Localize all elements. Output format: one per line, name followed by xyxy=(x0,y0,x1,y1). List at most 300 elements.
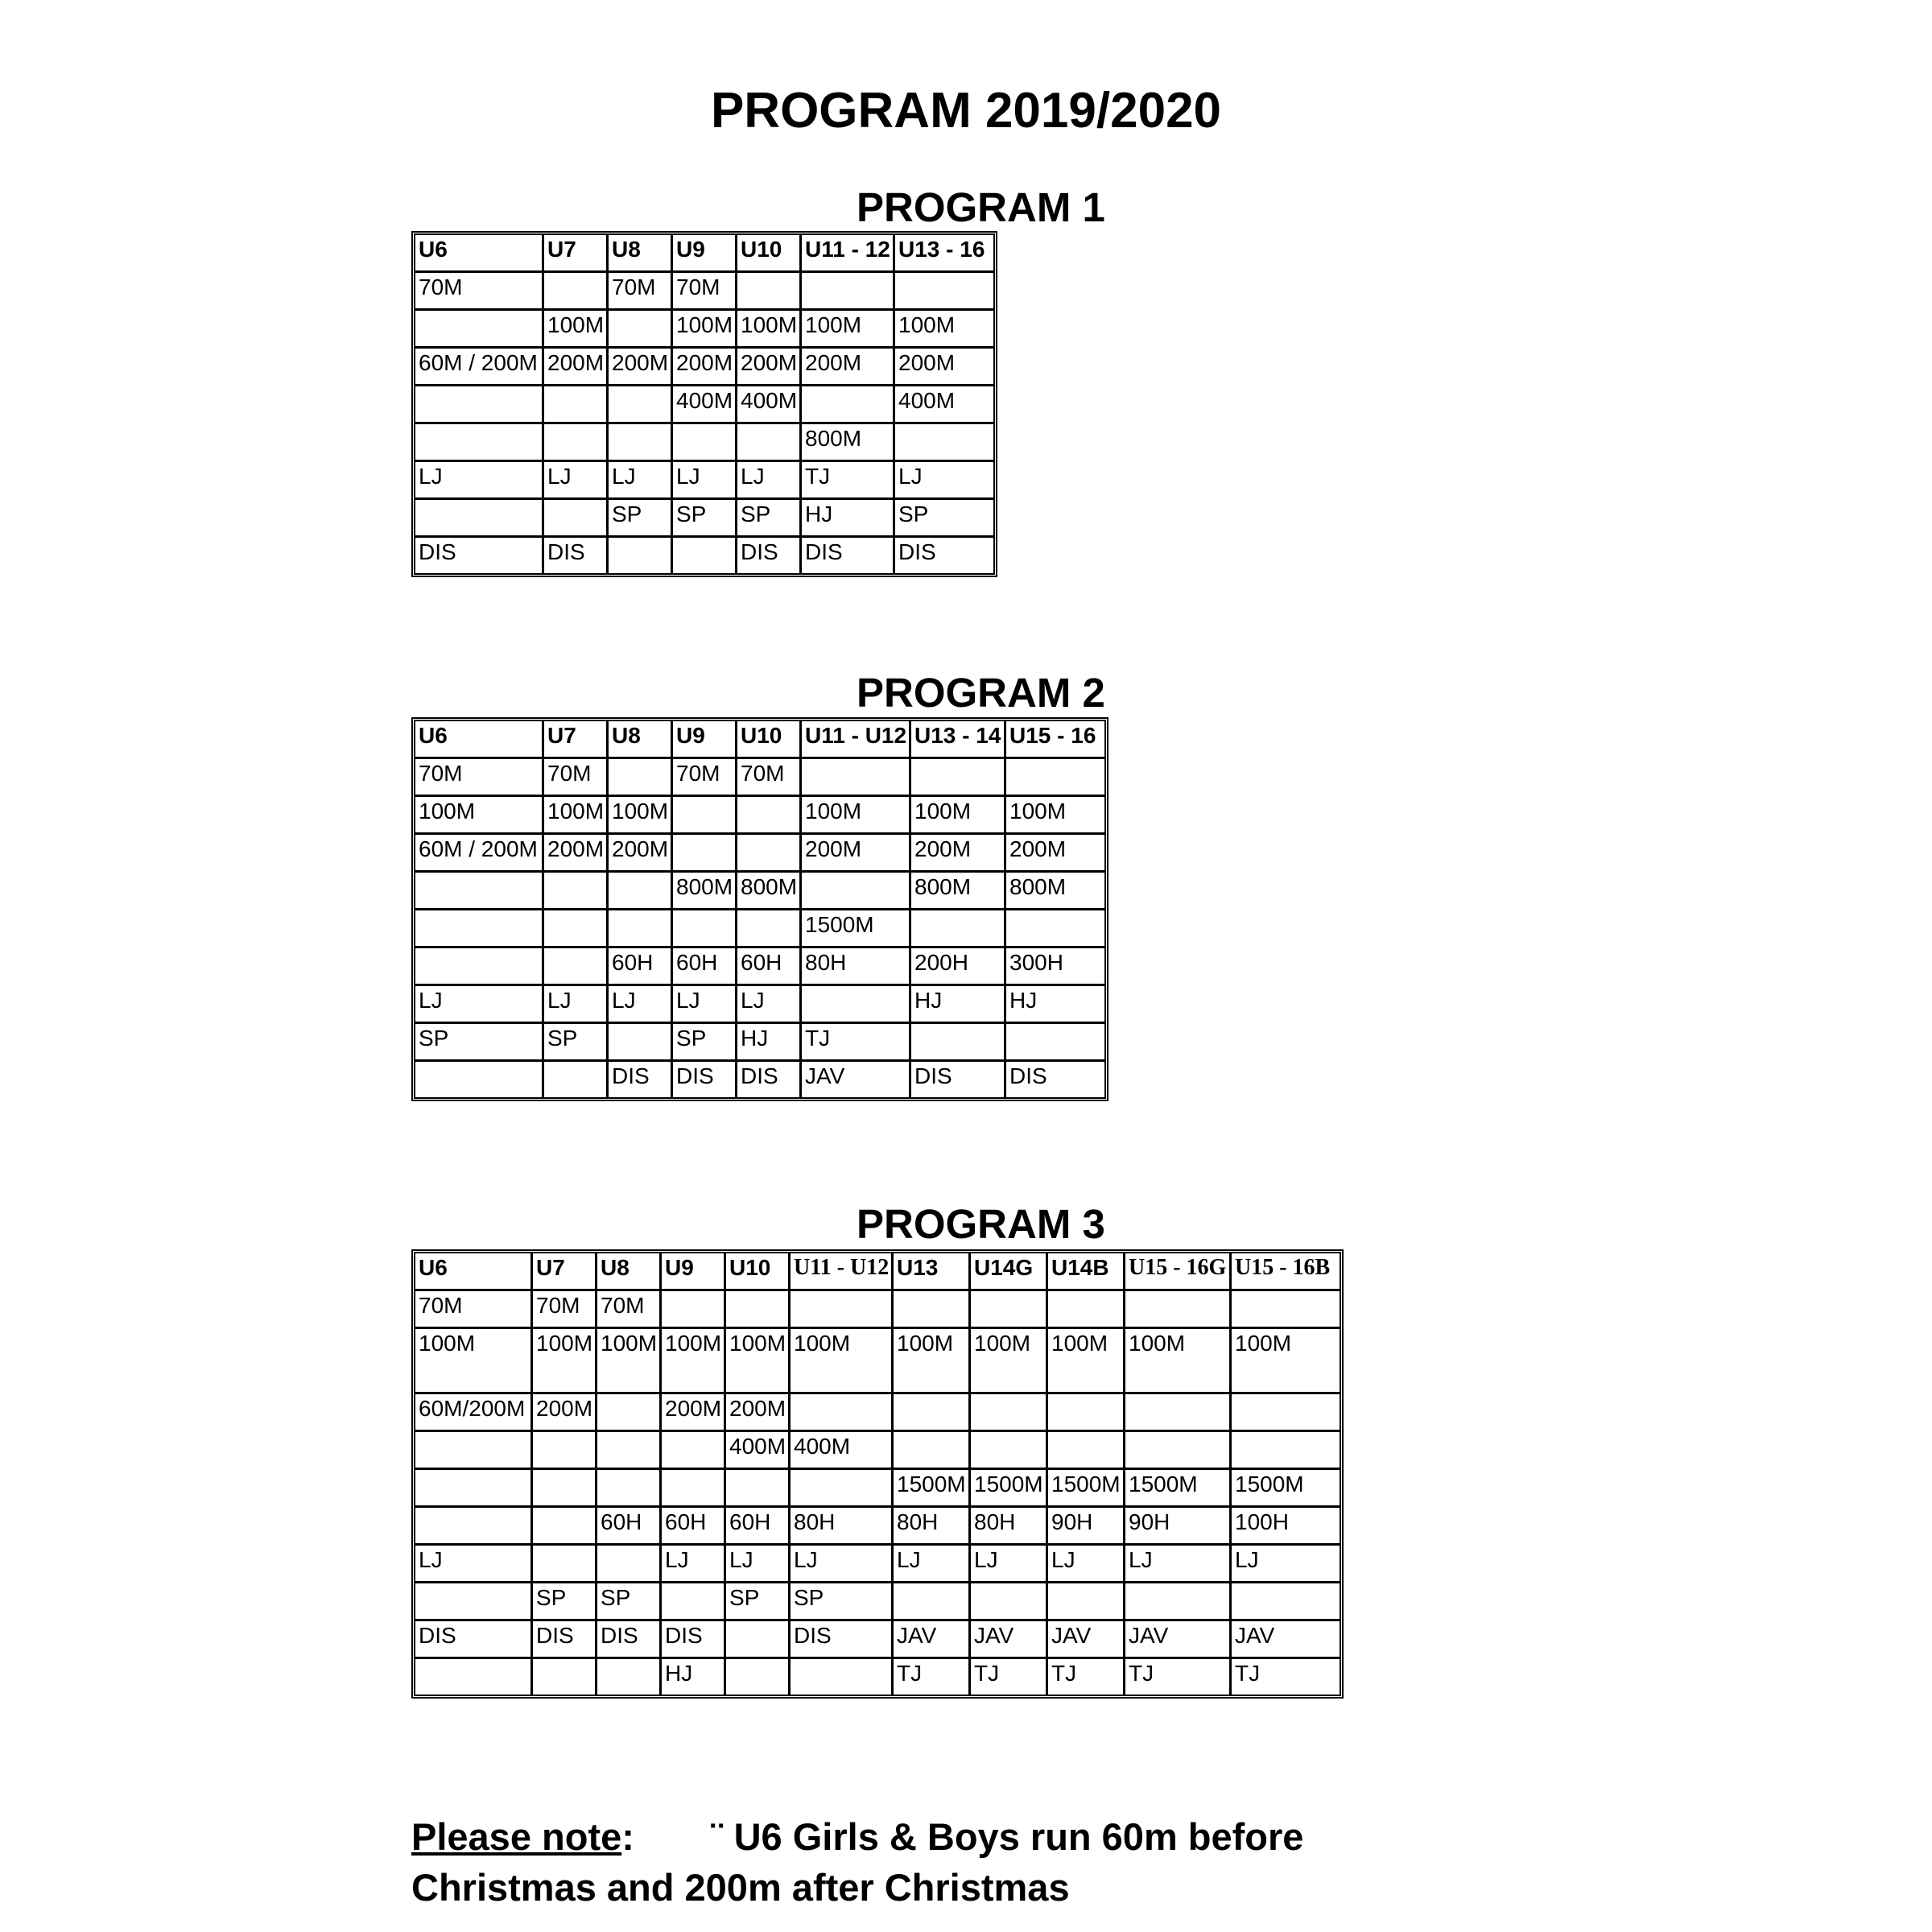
note-text: U6 Girls & Boys run 60m before Christmas and 200m after Christmas xyxy=(411,1815,1304,1909)
column-header: U13 - 16 xyxy=(895,235,993,273)
table-cell xyxy=(673,538,737,573)
table-cell: DIS xyxy=(533,1621,597,1659)
table-cell xyxy=(1232,1394,1340,1432)
table-cell xyxy=(894,1432,971,1470)
table-cell: 60H xyxy=(597,1508,662,1546)
table-cell: SP xyxy=(673,1024,737,1062)
program-3-title: PROGRAM 3 xyxy=(857,1201,1105,1247)
table-cell xyxy=(609,910,673,948)
table-cell xyxy=(544,386,609,424)
table-cell xyxy=(415,873,544,910)
table-cell: 60H xyxy=(609,948,673,986)
table-cell: SP xyxy=(597,1583,662,1621)
table-row xyxy=(415,873,1104,910)
table-cell: LJ xyxy=(544,462,609,500)
table-cell xyxy=(415,1583,533,1621)
table-cell xyxy=(673,797,737,835)
table-cell xyxy=(544,424,609,462)
table-cell: 100M xyxy=(802,311,895,349)
table-cell: SP xyxy=(415,1024,544,1062)
table-cell xyxy=(1232,1583,1340,1621)
table-cell: TJ xyxy=(1048,1659,1125,1695)
table-cell: 100H xyxy=(1232,1508,1340,1546)
table-cell xyxy=(726,1659,791,1695)
table-cell: 70M xyxy=(737,759,802,797)
table-cell: 200M xyxy=(802,835,911,873)
table-cell xyxy=(1125,1583,1232,1621)
program-3-table xyxy=(411,1249,1344,1699)
table-cell: LJ xyxy=(415,462,544,500)
table-cell: LJ xyxy=(1232,1546,1340,1583)
table-cell xyxy=(1232,1432,1340,1470)
table-cell: HJ xyxy=(1006,986,1104,1024)
table-cell: SP xyxy=(673,500,737,538)
column-header: U11 - U12 xyxy=(802,721,911,759)
table-cell xyxy=(1006,1024,1104,1062)
column-header: U6 xyxy=(415,1253,533,1291)
table-cell: 800M xyxy=(911,873,1006,910)
table-cell: SP xyxy=(544,1024,609,1062)
table-cell: JAV xyxy=(1125,1621,1232,1659)
table-cell: TJ xyxy=(1235,1661,1261,1686)
table-cell: 800M xyxy=(1006,873,1104,910)
table-cell xyxy=(894,1394,971,1432)
table-row xyxy=(415,1621,1340,1659)
table-cell: 1500M xyxy=(971,1470,1048,1508)
table-cell: 60H xyxy=(673,948,737,986)
table-cell: DIS xyxy=(1009,1063,1047,1088)
table-cell: 1500M xyxy=(802,910,911,948)
column-header: U10 xyxy=(726,1253,791,1291)
table-cell: LJ xyxy=(726,1546,791,1583)
table-cell: HJ xyxy=(662,1659,726,1695)
table-cell xyxy=(544,500,609,538)
table-cell: 400M xyxy=(726,1432,791,1470)
table-cell xyxy=(1125,1291,1232,1329)
table-cell xyxy=(415,311,544,349)
table-cell: DIS xyxy=(544,538,609,573)
table-cell xyxy=(802,273,895,311)
table-cell xyxy=(415,1062,544,1097)
table-cell: 60H xyxy=(726,1508,791,1546)
table-cell xyxy=(415,500,544,538)
table-cell: LJ xyxy=(971,1546,1048,1583)
table-cell xyxy=(662,1470,726,1508)
table-cell: 70M xyxy=(415,759,544,797)
table-cell: HJ xyxy=(911,986,1006,1024)
table-cell: LJ xyxy=(791,1546,894,1583)
table-cell: LJ xyxy=(415,1546,533,1583)
table-cell: SP xyxy=(791,1583,894,1621)
footnote xyxy=(411,1811,1377,1913)
table-cell xyxy=(597,1659,662,1695)
table-cell: TJ xyxy=(802,462,895,500)
table-row xyxy=(415,424,993,462)
program-1-title: PROGRAM 1 xyxy=(857,184,1105,230)
table-cell: 200M xyxy=(911,835,1006,873)
table-cell: HJ xyxy=(737,1024,802,1062)
table-cell xyxy=(911,910,1006,948)
table-cell: 70M xyxy=(673,273,737,311)
table-cell: 100M xyxy=(662,1329,726,1394)
table-row xyxy=(415,1329,1340,1394)
column-header: U10 xyxy=(737,721,802,759)
table-cell xyxy=(895,424,993,462)
table-cell: 1500M xyxy=(1125,1470,1232,1508)
table-cell: 100M xyxy=(1232,1329,1340,1394)
table-row xyxy=(415,797,1104,835)
table-cell: 100M xyxy=(726,1329,791,1394)
table-cell xyxy=(894,1291,971,1329)
table-cell xyxy=(895,273,993,311)
table-cell xyxy=(533,1432,597,1470)
table-cell: 100M xyxy=(544,797,609,835)
table-cell xyxy=(415,1432,533,1470)
table-cell xyxy=(609,424,673,462)
table-cell: DIS xyxy=(802,538,895,573)
table-cell: 1500M xyxy=(1048,1470,1125,1508)
table-cell xyxy=(597,1394,662,1432)
table-cell: 800M xyxy=(737,873,802,910)
table-cell xyxy=(1048,1583,1125,1621)
table-cell: 200M xyxy=(544,349,609,386)
table-row xyxy=(415,759,1104,797)
header-row xyxy=(415,1253,1340,1291)
table-row xyxy=(415,538,993,573)
column-header: U11 - U12 xyxy=(791,1253,894,1291)
table-row xyxy=(415,1583,1340,1621)
table-cell xyxy=(544,273,609,311)
table-cell xyxy=(971,1291,1048,1329)
table-cell xyxy=(609,386,673,424)
program-2-title: PROGRAM 2 xyxy=(857,670,1105,716)
table-cell xyxy=(737,835,802,873)
table-cell xyxy=(791,1470,894,1508)
table-cell: JAV xyxy=(971,1621,1048,1659)
table-row xyxy=(415,273,993,311)
table-cell xyxy=(544,948,609,986)
table-cell xyxy=(802,873,911,910)
table-cell: DIS xyxy=(662,1621,726,1659)
column-header: U15 - 16G xyxy=(1125,1253,1232,1291)
table-cell xyxy=(673,910,737,948)
table-cell: LJ xyxy=(673,986,737,1024)
table-cell: SP xyxy=(533,1583,597,1621)
table-cell xyxy=(597,1546,662,1583)
table-cell: 100M xyxy=(1048,1329,1125,1394)
table-cell: 200M xyxy=(1006,835,1104,873)
table-row xyxy=(415,1470,1340,1508)
table-cell: 70M xyxy=(415,1291,533,1329)
table-cell: 60M / 200M xyxy=(415,835,544,873)
table-cell: LJ xyxy=(673,462,737,500)
table-cell xyxy=(971,1583,1048,1621)
table-cell xyxy=(1006,759,1104,797)
table-cell: 200M xyxy=(895,349,993,386)
table-cell: JAV xyxy=(802,1062,911,1097)
table-cell: 100M xyxy=(895,311,993,349)
column-header: U10 xyxy=(737,235,802,273)
table-cell xyxy=(1232,1291,1340,1329)
table-cell xyxy=(609,1024,673,1062)
table-cell xyxy=(609,873,673,910)
table-cell: 100M xyxy=(911,797,1006,835)
table-cell xyxy=(533,1508,597,1546)
table-cell xyxy=(609,759,673,797)
table-row xyxy=(415,500,993,538)
table-cell xyxy=(415,1659,533,1695)
table-cell: LJ xyxy=(895,462,993,500)
table-cell xyxy=(737,797,802,835)
table-cell: SP xyxy=(895,500,993,538)
table-cell xyxy=(597,1470,662,1508)
table-cell xyxy=(609,538,673,573)
column-header: U7 xyxy=(544,721,609,759)
table-cell: 100M xyxy=(1006,797,1104,835)
table-row xyxy=(415,1546,1340,1583)
table-row xyxy=(415,910,1104,948)
table-cell: 200M xyxy=(609,835,673,873)
table-row xyxy=(415,311,993,349)
column-header: U9 xyxy=(673,721,737,759)
table-cell xyxy=(971,1394,1048,1432)
table-cell: 80H xyxy=(894,1508,971,1546)
table-cell: 400M xyxy=(737,386,802,424)
column-header: U13 xyxy=(894,1253,971,1291)
table-row xyxy=(415,1659,1340,1695)
table-cell: LJ xyxy=(1125,1546,1232,1583)
column-header: U8 xyxy=(609,235,673,273)
note-bullet: ¨ xyxy=(710,1815,724,1858)
table-cell: TJ xyxy=(802,1024,911,1062)
table-cell: SP xyxy=(609,500,673,538)
column-header: U6 xyxy=(415,721,544,759)
table-cell: 70M xyxy=(673,759,737,797)
table-cell: LJ xyxy=(662,1546,726,1583)
table-cell: 800M xyxy=(802,424,895,462)
table-cell xyxy=(1048,1394,1125,1432)
table-cell xyxy=(791,1291,894,1329)
table-cell xyxy=(1048,1291,1125,1329)
page-title: PROGRAM 2019/2020 xyxy=(710,83,1222,138)
table-row xyxy=(415,986,1104,1024)
table-cell xyxy=(726,1621,791,1659)
table-cell: SP xyxy=(737,500,802,538)
table-cell: DIS xyxy=(415,538,544,573)
table-cell xyxy=(1125,1432,1232,1470)
table-cell: LJ xyxy=(544,986,609,1024)
column-header: U8 xyxy=(609,721,673,759)
header-row xyxy=(415,721,1104,759)
table-cell: 100M xyxy=(597,1329,662,1394)
table-cell: 70M xyxy=(533,1291,597,1329)
column-header: U7 xyxy=(533,1253,597,1291)
table-cell: 100M xyxy=(533,1329,597,1394)
table-cell xyxy=(609,311,673,349)
table-cell xyxy=(737,273,802,311)
table-cell xyxy=(673,835,737,873)
program-2-table xyxy=(411,717,1108,1101)
table-cell: LJ xyxy=(737,462,802,500)
table-cell: 200M xyxy=(673,349,737,386)
table-cell xyxy=(737,424,802,462)
table-cell xyxy=(544,873,609,910)
table-cell: SP xyxy=(726,1583,791,1621)
table-cell xyxy=(911,1024,1006,1062)
table-cell xyxy=(673,424,737,462)
table-cell xyxy=(726,1470,791,1508)
table-cell xyxy=(802,386,895,424)
table-cell: 90H xyxy=(1048,1508,1125,1546)
table-cell xyxy=(662,1291,726,1329)
table-cell: 80H xyxy=(971,1508,1048,1546)
table-cell: 60M/200M xyxy=(415,1394,533,1432)
table-cell xyxy=(415,1470,533,1508)
column-header: U6 xyxy=(415,235,544,273)
table-cell: 200M xyxy=(726,1394,791,1432)
table-cell: LJ xyxy=(894,1546,971,1583)
table-cell: HJ xyxy=(802,500,895,538)
table-cell: 200M xyxy=(533,1394,597,1432)
table-cell xyxy=(415,910,544,948)
table-cell xyxy=(737,910,802,948)
table-cell xyxy=(415,386,544,424)
table-cell: 400M xyxy=(791,1432,894,1470)
table-cell: 800M xyxy=(673,873,737,910)
table-row xyxy=(415,835,1104,873)
table-cell: LJ xyxy=(1048,1546,1125,1583)
column-header: U14B xyxy=(1048,1253,1125,1291)
table-cell xyxy=(544,910,609,948)
header-row xyxy=(415,235,993,273)
column-header: U9 xyxy=(662,1253,726,1291)
table-cell xyxy=(597,1432,662,1470)
table-cell: 80H xyxy=(791,1508,894,1546)
table-cell: 200M xyxy=(609,349,673,386)
table-cell xyxy=(791,1659,894,1695)
table-cell: 60H xyxy=(662,1508,726,1546)
column-header: U13 - 14 xyxy=(911,721,1006,759)
table-row xyxy=(415,1291,1340,1329)
table-row xyxy=(415,349,993,386)
table-cell xyxy=(894,1583,971,1621)
table-cell: DIS xyxy=(737,1062,802,1097)
table-cell xyxy=(726,1291,791,1329)
table-cell: 100M xyxy=(544,311,609,349)
table-cell: 100M xyxy=(791,1329,894,1394)
table-cell: DIS xyxy=(597,1621,662,1659)
table-cell: TJ xyxy=(894,1659,971,1695)
table-cell xyxy=(544,1062,609,1097)
table-cell xyxy=(533,1546,597,1583)
column-header: U7 xyxy=(544,235,609,273)
table-cell: DIS xyxy=(415,1621,533,1659)
table-cell: 70M xyxy=(609,273,673,311)
table-cell xyxy=(415,948,544,986)
program-1-table xyxy=(411,231,997,577)
table-cell: 100M xyxy=(971,1329,1048,1394)
table-cell: LJ xyxy=(609,462,673,500)
table-cell xyxy=(662,1583,726,1621)
table-cell: 100M xyxy=(673,311,737,349)
table-cell xyxy=(533,1470,597,1508)
table-cell xyxy=(662,1432,726,1470)
table-cell: LJ xyxy=(415,986,544,1024)
table-cell: LJ xyxy=(737,986,802,1024)
table-cell: DIS xyxy=(791,1621,894,1659)
table-cell: 200M xyxy=(544,835,609,873)
table-cell: JAV xyxy=(1048,1621,1125,1659)
table-cell: 1500M xyxy=(894,1470,971,1508)
table-cell: DIS xyxy=(737,538,802,573)
table-cell: DIS xyxy=(898,539,936,564)
column-header: U14G xyxy=(971,1253,1048,1291)
table-cell: 100M xyxy=(415,1329,533,1394)
table-cell: TJ xyxy=(971,1659,1048,1695)
table-cell: 90H xyxy=(1125,1508,1232,1546)
table-cell: 200H xyxy=(911,948,1006,986)
table-cell: 60H xyxy=(737,948,802,986)
table-row xyxy=(415,462,993,500)
table-row xyxy=(415,1508,1340,1546)
note-label: Please note xyxy=(411,1815,622,1858)
table-cell xyxy=(802,759,911,797)
table-cell: 200M xyxy=(737,349,802,386)
table-cell xyxy=(1125,1394,1232,1432)
table-cell xyxy=(1006,910,1104,948)
table-row xyxy=(415,386,993,424)
note-colon: : xyxy=(621,1815,634,1858)
table-cell: DIS xyxy=(673,1062,737,1097)
column-header: U8 xyxy=(597,1253,662,1291)
table-cell: 100M xyxy=(894,1329,971,1394)
table-cell: 100M xyxy=(415,797,544,835)
table-cell: 400M xyxy=(673,386,737,424)
column-header: U9 xyxy=(673,235,737,273)
table-row xyxy=(415,948,1104,986)
table-cell: LJ xyxy=(609,986,673,1024)
table-cell: 200M xyxy=(802,349,895,386)
table-cell xyxy=(911,759,1006,797)
table-cell: JAV xyxy=(1232,1621,1340,1659)
table-cell: DIS xyxy=(609,1062,673,1097)
table-cell xyxy=(533,1659,597,1695)
table-cell: 300H xyxy=(1006,948,1104,986)
table-cell: 70M xyxy=(415,273,544,311)
table-row xyxy=(415,1394,1340,1432)
table-row xyxy=(415,1062,1104,1097)
table-cell: 70M xyxy=(544,759,609,797)
table-cell: TJ xyxy=(1125,1659,1232,1695)
table-cell xyxy=(415,424,544,462)
table-cell xyxy=(971,1432,1048,1470)
table-cell: 100M xyxy=(1125,1329,1232,1394)
table-cell: 80H xyxy=(802,948,911,986)
table-cell: 100M xyxy=(737,311,802,349)
table-cell xyxy=(1048,1432,1125,1470)
table-cell xyxy=(415,1508,533,1546)
column-header: U11 - 12 xyxy=(802,235,895,273)
table-cell: 70M xyxy=(597,1291,662,1329)
table-cell: 200M xyxy=(662,1394,726,1432)
table-row xyxy=(415,1024,1104,1062)
table-cell: DIS xyxy=(911,1062,1006,1097)
table-cell: 60M / 200M xyxy=(415,349,544,386)
table-cell: 400M xyxy=(895,386,993,424)
table-cell xyxy=(802,986,911,1024)
table-row xyxy=(415,1432,1340,1470)
table-cell: 1500M xyxy=(1232,1470,1340,1508)
